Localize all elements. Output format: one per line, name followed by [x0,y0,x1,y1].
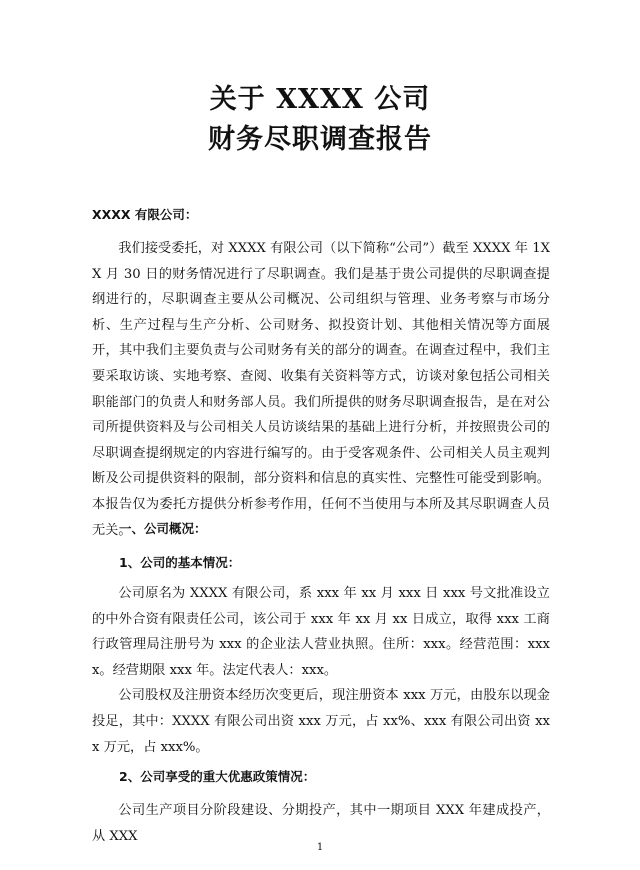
intro-paragraph: 我们接受委托，对 XXXX 有限公司（以下简称“公司”）截至 XXXX 年 1XX 月 30 日的财务情况进行了尽职调查。我们是基于贵公司提供的尽职调查提纲进行的，尽职调查主要从公司概况、公司组织与管理、业务考察与市场分析、生产过程与生产分析、公司财务、拟投资计划、其他相关情况等方面展开，其中我们主要负责与公司财务有关的部分的调查。在调查过程中，我们主要采取访谈、实地考察、查阅、收集有关资料等方式，访谈对象包括公司相关职能部门的负责人和财务部人员。我们所提供的财务尽职调查报告，是在对公司所提供资料及与公司相关人员访谈结果的基础上进行分析，并按照贵公司的尽职调查提纲规定的内容进行编写的。由于受客观条件、公司相关人员主观判断及公司提供资料的限制，部分资料和信息的真实性、完整性可能受到影响。本报告仅为委托方提供分析参考作用，任何不当使用与本所及其尽职调查人员无关。 [92,241,550,538]
intro-section [92,236,550,543]
page-number: 1 [316,842,324,853]
basic-info-paragraph: 公司原名为 XXXX 有限公司，系 xxx 年 xx 月 xxx 日 xxx 号文批准设立的中外合资有限责任公司，该公司于 xxx 年 xx 月 xx 日成立，取得 xxx 工商行政管理局注册号为 xxx 的企业法人营业执照。住所：xxx。经营范围：xxxx。经营期限 xxx 年。法定代表人：xxx。 [92,586,550,678]
equity-paragraph: 公司股权及注册资本经历次变更后，现注册资本 xxx 万元，由股东以现金投足，其中：XXXX 有限公司出资 xxx 万元，占 xx%、xxx 有限公司出资 xxx 万元，占 xxx%。 [92,688,550,755]
section-heading-company-overview: 一、公司概况： [119,521,207,536]
basic-info-section [92,581,550,760]
policy-paragraph: 公司生产项目分阶段建设、分期投产，其中一期项目 XXX 年建成投产，从 XXX [92,803,550,844]
policy-section [92,798,550,844]
report-title-line2: 财务尽职调查报告 [208,124,432,155]
section-heading-preferential-policies: 2、公司享受的重大优惠政策情况： [119,769,316,784]
report-title-line1: 关于 XXXX 公司 [209,84,431,115]
addressee: XXXX 有限公司： [92,207,198,222]
section-heading-basic-info: 1、公司的基本情况： [119,555,241,570]
